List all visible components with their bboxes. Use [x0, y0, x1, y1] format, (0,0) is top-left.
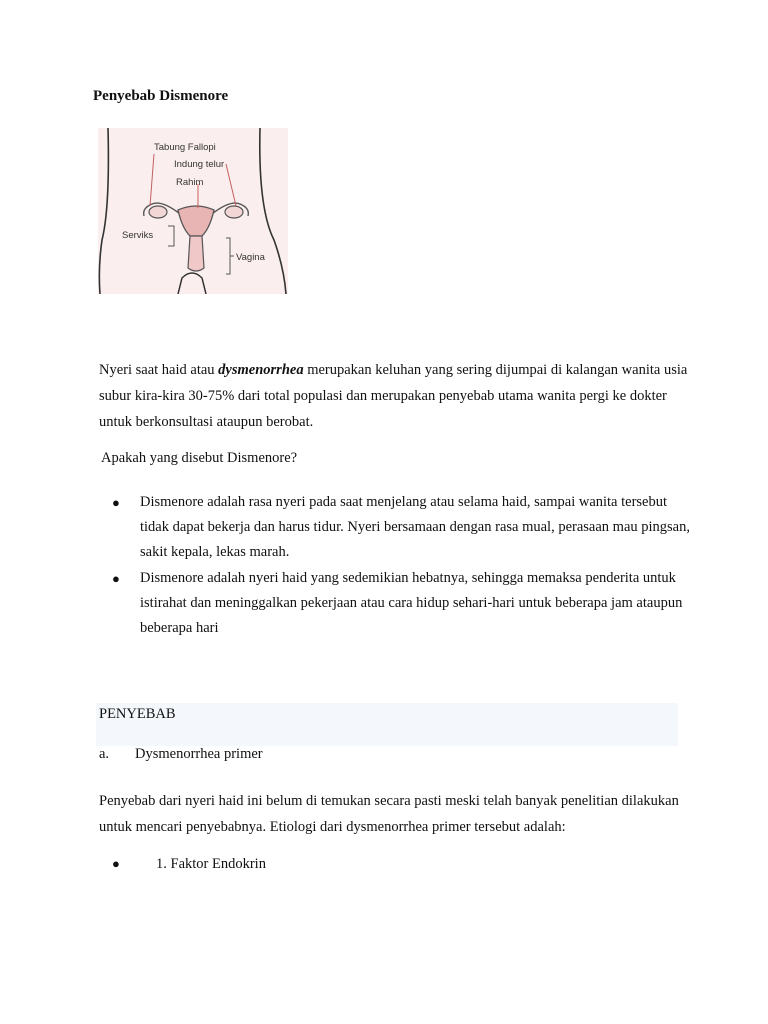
intro-term: dysmenorrhea	[218, 362, 304, 378]
question-heading: Apakah yang disebut Dismenore?	[101, 450, 298, 466]
definition-1: Dismenore adalah rasa nyeri pada saat menjelang atau selama haid, sampai wanita tersebut tidak dapat bekerja dan harus tidur. Nyeri bersamaan dengan rasa mual, perasaan mau pingsan, sakit kepala, lekas marah.	[140, 494, 690, 560]
factor-1: 1. Faktor Endokrin	[156, 856, 266, 872]
subsection-title: Dysmenorrhea primer	[135, 746, 263, 762]
etiology-paragraph: Penyebab dari nyeri haid ini belum di temukan secara pasti meski telah banyak penelitian dilakukan untuk mencari penyebabnya. Etiologi dari dysmenorrhea primer tersebut adalah:	[99, 793, 679, 835]
label-uterus: Rahim	[176, 177, 204, 188]
subsection-heading	[99, 746, 263, 763]
left-ovary	[149, 206, 167, 218]
label-cervix: Serviks	[122, 230, 154, 241]
bullet-dot: ●	[112, 495, 120, 510]
vagina	[188, 236, 204, 271]
list-item	[112, 856, 266, 873]
label-ovary: Indung telur	[174, 159, 225, 170]
intro-paragraph	[99, 357, 689, 435]
bullet-dot: ●	[112, 571, 120, 586]
label-fallopian: Tabung Fallopi	[154, 142, 216, 153]
intro-before: Nyeri saat haid atau	[99, 362, 219, 378]
anatomy-figure	[98, 128, 288, 294]
right-ovary	[225, 206, 243, 218]
section-highlight	[96, 703, 678, 746]
subsection-marker: a.	[99, 746, 110, 762]
list-item	[112, 566, 692, 641]
list-item	[112, 490, 692, 565]
page-title: Penyebab Dismenore	[93, 88, 229, 104]
intro-after: merupakan keluhan yang sering dijumpai di kalangan wanita usia subur kira-kira 30-75% dari total populasi dan merupakan penyebab utama wanita pergi ke dokter untuk berkonsultasi ataupun berobat.	[99, 362, 688, 430]
bullet-dot: ●	[112, 856, 120, 871]
label-vagina: Vagina	[236, 252, 265, 263]
definition-2: Dismenore adalah nyeri haid yang sedemikian hebatnya, sehingga memaksa penderita untuk istirahat dan meninggalkan pekerjaan atau cara hidup sehari-hari untuk beberapa jam ataupun beberapa hari	[140, 570, 683, 636]
section-title: PENYEBAB	[99, 706, 176, 722]
